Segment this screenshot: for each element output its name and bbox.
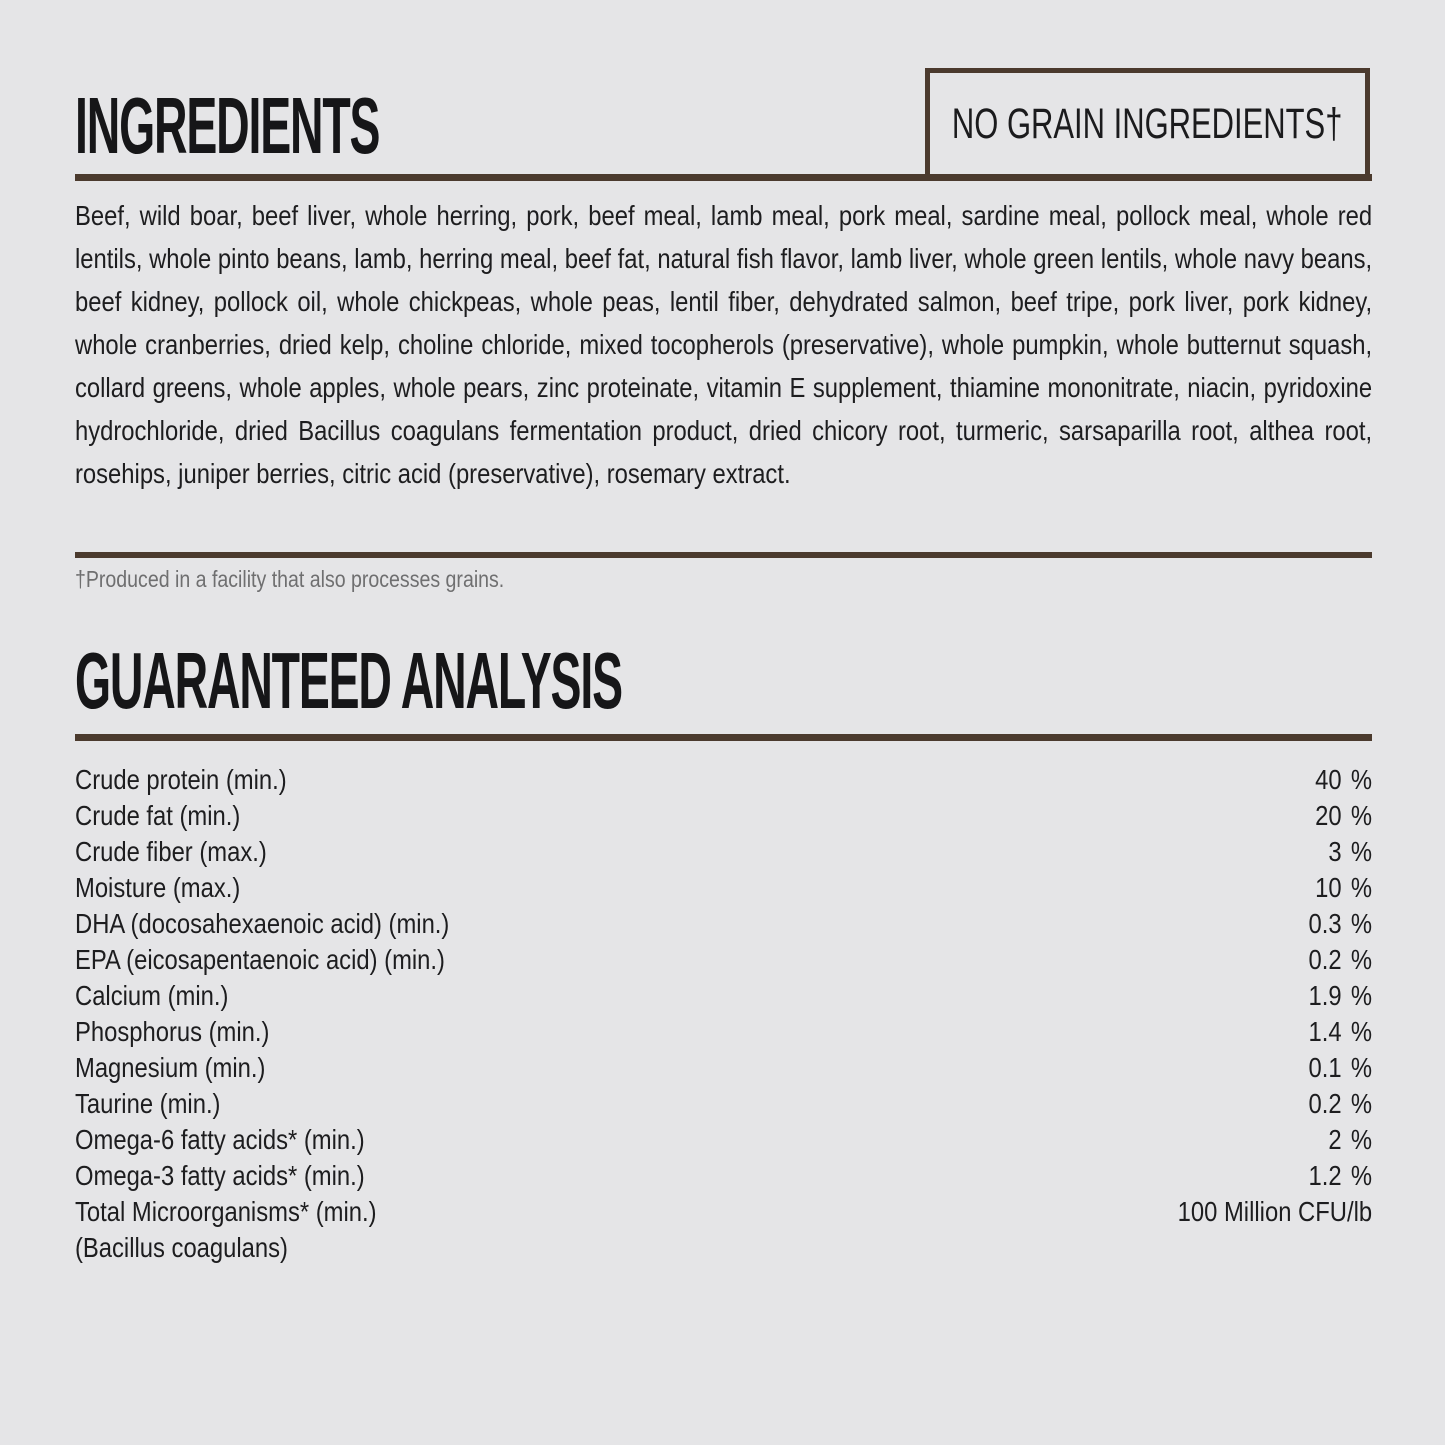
analysis-value [1308,1050,1372,1086]
analysis-value [1308,978,1372,1014]
ingredients-list: Beef, wild boar, beef liver, whole herring, pork, beef meal, lamb meal, pork meal, sardine meal, pollock meal, whole red lentils, whole pinto beans, lamb, herring meal, beef fat, natural fish flavor, lamb liver, whole green lentils, whole navy beans, beef kidney, pollock oil, whole chickpeas, whole peas, lentil fiber, dehydrated salmon, beef tripe, pork liver, pork kidney, whole cranberries, dried kelp, choline chloride, mixed tocopherols (preservative), whole pumpkin, whole butternut squash, collard greens, whole apples, whole pears, zinc proteinate, vitamin E supplement, thiamine mononitrate, niacin, pyridoxine hydrochloride, dried Bacillus coagulans fermentation product, dried chicory root, turmeric, sarsaparilla root, althea root, rosehips, juniper berries, citric acid (preservative), rosemary extract. [75,200,1373,489]
analysis-unit: % [1350,980,1373,1011]
analysis-row-dha [75,906,1372,942]
analysis-amount: 0.3 [1308,908,1342,939]
ingredients-heading-text: INGREDIENTS [75,81,380,170]
analysis-amount: 1.2 [1308,1160,1342,1191]
analysis-label: Omega-6 fatty acids* (min.) [75,1124,365,1155]
analysis-unit: % [1350,908,1373,939]
guaranteed-analysis-heading-text: GUARANTEED ANALYSIS [75,636,622,725]
analysis-unit: % [1350,944,1373,975]
analysis-amount: 1.4 [1308,1016,1342,1047]
analysis-unit: % [1350,764,1373,795]
analysis-unit: % [1350,1124,1373,1155]
analysis-amount: 10 [1315,872,1342,903]
ingredients-heading [75,81,600,170]
analysis-label: Moisture (max.) [75,872,241,903]
analysis-amount: 100 Million CFU/lb [1177,1196,1373,1227]
analysis-label: Phosphorus (min.) [75,1016,270,1047]
analysis-amount: 3 [1328,836,1342,867]
analysis-label: EPA (eicosapentaenoic acid) (min.) [75,944,445,975]
analysis-label: Crude fat (min.) [75,800,241,831]
analysis-amount: 20 [1315,800,1342,831]
analysis-row-taurine [75,1086,1372,1122]
grain-facility-footnote: †Produced in a facility that also processes grains. [75,566,505,592]
analysis-amount: 40 [1315,764,1342,795]
analysis-value [1178,1194,1372,1230]
analysis-value [1315,870,1372,906]
analysis-value [1315,798,1372,834]
analysis-label: Taurine (min.) [75,1088,221,1119]
guaranteed-analysis-heading [75,636,1018,725]
analysis-label: Crude protein (min.) [75,764,287,795]
analysis-value [1308,1014,1372,1050]
analysis-value [1328,1122,1372,1158]
analysis-value [1315,762,1372,798]
analysis-row-bacillus-coagulans [75,1230,1372,1266]
analysis-row-crude-fiber [75,834,1372,870]
analysis-label: Crude fiber (max.) [75,836,267,867]
analysis-row-omega-6 [75,1122,1372,1158]
analysis-unit: % [1350,836,1373,867]
analysis-unit: % [1350,1052,1373,1083]
analysis-row-moisture [75,870,1372,906]
analysis-value [1308,906,1372,942]
analysis-label: Magnesium (min.) [75,1052,266,1083]
analysis-amount: 2 [1328,1124,1342,1155]
analysis-row-phosphorus [75,1014,1372,1050]
no-grain-badge-label: NO GRAIN INGREDIENTS† [952,100,1343,148]
analysis-unit: % [1350,800,1373,831]
analysis-amount: 1.9 [1308,980,1342,1011]
analysis-row-total-microorganisms [75,1194,1372,1230]
analysis-row-crude-protein [75,762,1372,798]
analysis-unit: % [1350,872,1373,903]
analysis-amount: 0.2 [1308,944,1342,975]
analysis-value [1308,1158,1372,1194]
analysis-unit: % [1350,1160,1373,1191]
analysis-label: (Bacillus coagulans) [75,1232,288,1263]
analysis-unit: % [1350,1016,1373,1047]
analysis-row-omega-3 [75,1158,1372,1194]
analysis-amount: 0.1 [1308,1052,1342,1083]
analysis-label: Omega-3 fatty acids* (min.) [75,1160,365,1191]
footnote-divider [75,552,1372,558]
guaranteed-analysis-table [75,762,1372,1266]
ingredients-divider [75,174,1372,181]
analysis-label: Calcium (min.) [75,980,229,1011]
analysis-row-magnesium [75,1050,1372,1086]
analysis-value [1328,834,1372,870]
analysis-divider [75,734,1372,741]
analysis-value [1308,942,1372,978]
analysis-label: DHA (docosahexaenoic acid) (min.) [75,908,450,939]
analysis-amount: 0.2 [1308,1088,1342,1119]
no-grain-badge [925,68,1370,181]
analysis-row-calcium [75,978,1372,1014]
analysis-row-epa [75,942,1372,978]
analysis-unit: % [1350,1088,1373,1119]
analysis-row-crude-fat [75,798,1372,834]
analysis-label: Total Microorganisms* (min.) [75,1196,377,1227]
analysis-value [1308,1086,1372,1122]
